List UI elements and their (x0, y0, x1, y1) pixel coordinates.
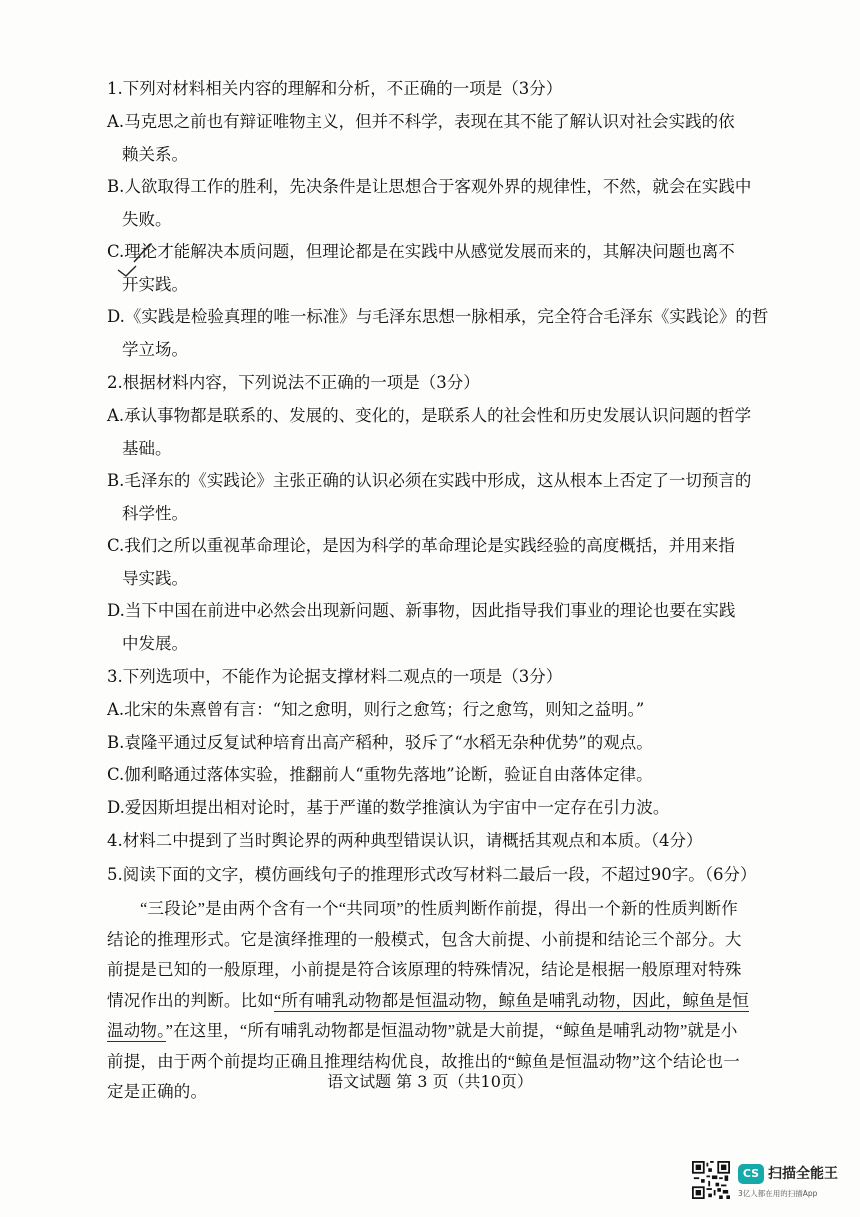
passage-line (107, 1016, 787, 1047)
option-c (107, 759, 787, 792)
passage-line (107, 986, 787, 1017)
underlined-sentence: 温动物。 (107, 1021, 166, 1040)
question-3 (107, 660, 787, 824)
option-line: A.北宋的朱熹曾有言：“知之愈明，则行之愈笃；行之愈笃，则知之益明。” (107, 700, 645, 719)
option-line: 中发展。 (122, 633, 188, 653)
passage-line: 前提，由于两个前提均正确且推理结构优良，故推出的“鲸鱼是恒温动物”这个结论也一 (107, 1051, 740, 1071)
option-d (107, 595, 787, 660)
option-line: 赖关系。 (122, 144, 188, 164)
option-line: C.我们之所以重视革命理论，是因为科学的革命理论是实践经验的高度概括，并用来指 (107, 536, 735, 555)
option-line: 科学性。 (122, 503, 188, 523)
option-line: D.《实践是检验真理的唯一标准》与毛泽东思想一脉相承，完全符合毛泽东《实践论》的哲 (107, 307, 769, 326)
option-line: B.毛泽东的《实践论》主张正确的认识必须在实践中形成，这从根本上否定了一切预言的 (107, 471, 752, 490)
option-c (107, 530, 787, 595)
option-line: 基础。 (122, 438, 172, 458)
passage-line: 前提是已知的一般原理，小前提是符合该原理的特殊情况，结论是根据一般原理对特殊 (107, 960, 742, 979)
option-line: D.爱因斯坦提出相对论时，基于严谨的数学推演认为宇宙中一定存在引力波。 (107, 797, 670, 817)
page-footer: 语文试题 第 3 页（共10页） (327, 1072, 533, 1091)
option-line: 导实践。 (122, 568, 188, 588)
question-5: 5.阅读下面的文字，模仿画线句子的推理形式改写材料二最后一段，不超过90字。（6分） (107, 865, 757, 884)
option-d (107, 792, 787, 825)
option-line: B.袁隆平通过反复试种培育出高产稻种，驳斥了“水稻无杂种优势”的观点。 (107, 732, 653, 752)
option-line: D.当下中国在前进中必然会出现新问题、新事物，因此指导我们事业的理论也要在实践 (107, 601, 736, 620)
passage-line: 结论的推理形式。它是演绎推理的一般模式，包含大前提、小前提和结论三个部分。大 (107, 929, 742, 949)
question-2 (107, 366, 787, 660)
scanner-tagline: 3亿人都在用的扫描App (738, 1189, 818, 1198)
camscanner-logo: CS (738, 1164, 764, 1184)
option-line: A.承认事物都是联系的、发展的、变化的，是联系人的社会性和历史发展认识问题的哲学 (107, 406, 752, 425)
option-a (107, 106, 787, 171)
question-stem: 1.下列对材料相关内容的理解和分析，不正确的一项是（3分） (107, 79, 563, 98)
passage-text: 情况作出的判断。比如 (107, 990, 274, 1010)
option-line: C.理论才能解决本质问题，但理论都是在实践中从感觉发展而来的，其解决问题也离不 (107, 242, 735, 261)
questions-area (107, 72, 787, 1108)
question-4: 4.材料二中提到了当时舆论界的两种典型错误认识，请概括其观点和本质。（4分） (107, 831, 703, 850)
option-line: B.人欲取得工作的胜利，先决条件是让思想合于客观外界的规律性，不然，就会在实践中 (107, 177, 752, 196)
question-stem: 3.下列选项中，不能作为论据支撑材料二观点的一项是（3分） (107, 667, 563, 686)
scanner-watermark (692, 1161, 842, 1207)
passage-line: “三段论”是由两个含有一个“共同项”的性质判断作前提，得出一个新的性质判断作 (140, 899, 738, 918)
option-line: 学立场。 (122, 339, 188, 359)
passage-line: 定是正确的。 (107, 1082, 208, 1101)
question-1 (107, 72, 787, 366)
option-b (107, 727, 787, 760)
passage-text: ”在这里，“所有哺乳动物都是恒温动物”就是大前提，“鲸鱼是哺乳动物”就是小 (165, 1021, 738, 1040)
option-b (107, 465, 787, 530)
option-b (107, 171, 787, 236)
qr-code-icon (692, 1161, 730, 1199)
option-c (107, 236, 787, 301)
option-line: 失败。 (122, 209, 172, 229)
option-line: A.马克思之前也有辩证唯物主义，但并不科学，表现在其不能了解认识对社会实践的依 (107, 112, 735, 131)
option-line: C.伽利略通过落体实验，推翻前人“重物先落地”论断，验证自由落体定律。 (107, 765, 653, 784)
pen-mark-icon (112, 240, 182, 290)
option-a (107, 694, 787, 727)
underlined-sentence: “所有哺乳动物都是恒温动物，鲸鱼是哺乳动物，因此，鲸鱼是恒 (274, 990, 750, 1010)
question-stem: 2.根据材料内容，下列说法不正确的一项是（3分） (107, 373, 480, 392)
scanner-app-name: 扫描全能王 (768, 1166, 838, 1182)
option-a (107, 400, 787, 465)
option-d (107, 301, 787, 366)
option-line: 开实践。 (122, 274, 188, 294)
